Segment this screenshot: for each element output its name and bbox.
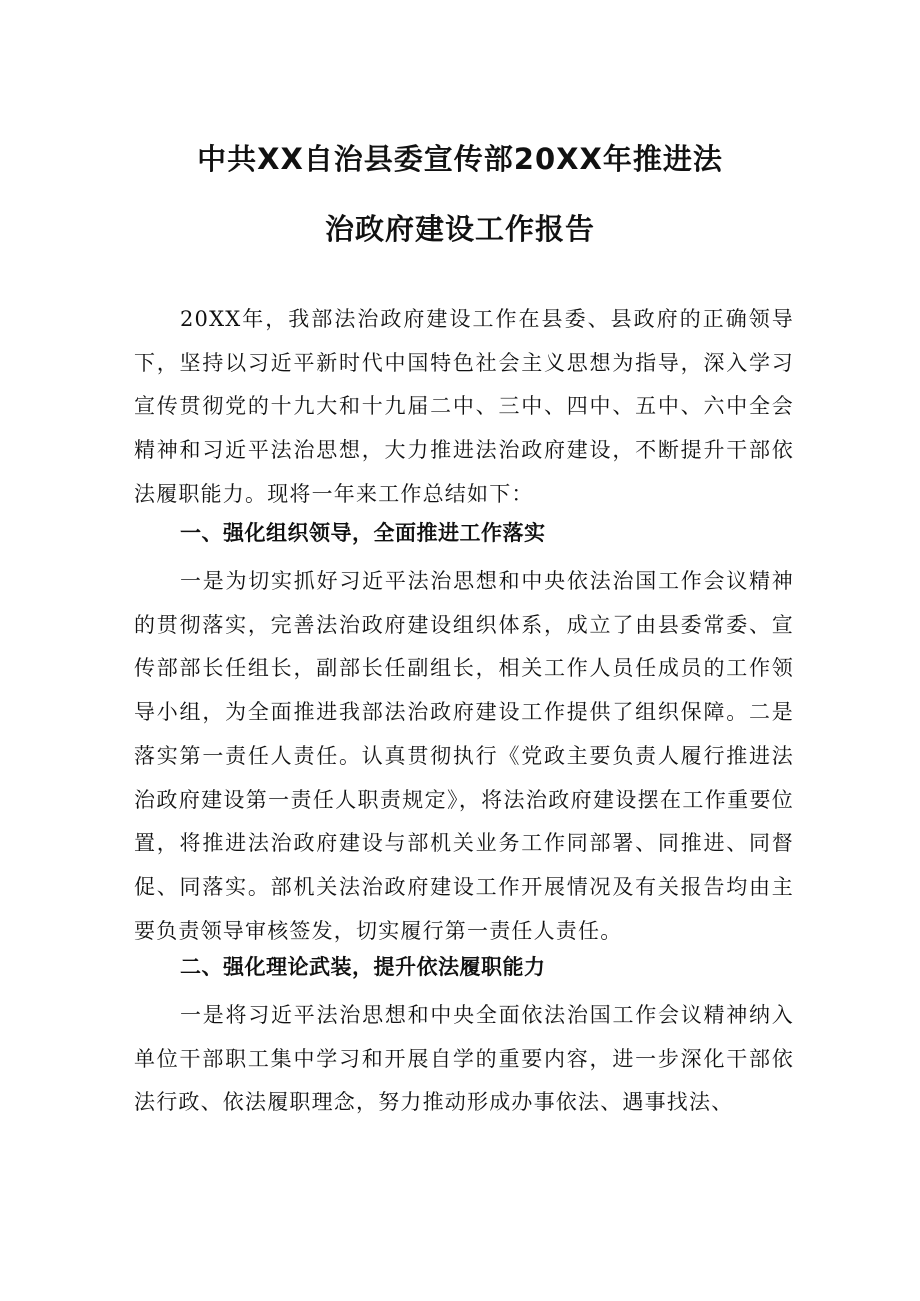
section-body-1: 一是为切实抓好习近平法治思想和中央依法治国工作会议精神的贯彻落实，完善法治政府建设组织体系，成立了由县委常委、宣传部部长任组长，副部长任副组长，相关工作人员任成员的工作领导小组，为全面推进我部法治政府建设工作提供了组织保障。二是落实第一责任人责任。认真贯彻执行《党政主要负责人履行推进法治政府建设第一责任人职责规定》，将法治政府建设摆在工作重要位置，将推进法治政府建设与部机关业务工作同部署、同推进、同督促、同落实。部机关法治政府建设工作开展情况及有关报告均由主要负责领导审核签发，切实履行第一责任人责任。 [134,569,794,943]
document-title-line-1: 中共XX自治县委宣传部20XX年推进法 [197,142,723,176]
intro-paragraph: 20XX年，我部法治政府建设工作在县委、县政府的正确领导下，坚持以习近平新时代中国特色社会主义思想为指导，深入学习宣传贯彻党的十九大和十九届二中、三中、四中、五中、六中全会精神和习近平法治思想，大力推进法治政府建设，不断提升干部依法履职能力。现将一年来工作总结如下： [134,307,794,506]
document-title-line-2: 治政府建设工作报告 [324,212,595,246]
section-body-2: 一是将习近平法治思想和中央全面依法治国工作会议精神纳入单位干部职工集中学习和开展自学的重要内容，进一步深化干部依法行政、依法履职理念，努力推动形成办事依法、遇事找法、 [134,1003,794,1115]
section-heading-2: 二、强化理论武装，提升依法履职能力 [180,955,546,979]
section-heading-1: 一、强化组织领导，全面推进工作落实 [180,521,546,545]
